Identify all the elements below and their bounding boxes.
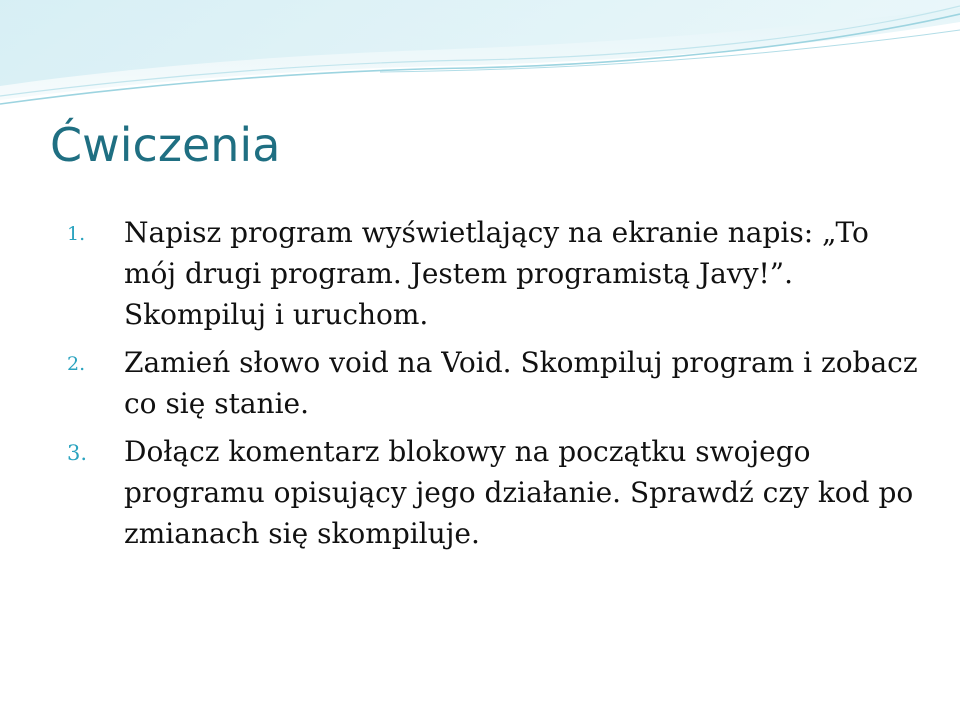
list-item [0,342,960,424]
list-item-number: 1. [67,223,86,245]
slide-title: Ćwiczenia [50,118,281,172]
list-item-text: Dołącz komentarz blokowy na początku swojego programu opisujący jego działanie. Sprawdź czy kod po zmianach się skompiluje. [124,435,914,550]
list-item [0,212,960,335]
list-item [0,431,960,554]
exercise-list [0,212,960,554]
list-item-number: 2. [67,353,86,375]
list-item-text: Napisz program wyświetlający na ekranie napis: „To mój drugi program. Jestem programistą Javy!”. Skompiluj i uruchom. [124,216,869,331]
decorative-wave-header [0,0,960,130]
list-item-text: Zamień słowo void na Void. Skompiluj program i zobacz co się stanie. [124,346,918,420]
list-item-number: 3. [67,441,88,465]
